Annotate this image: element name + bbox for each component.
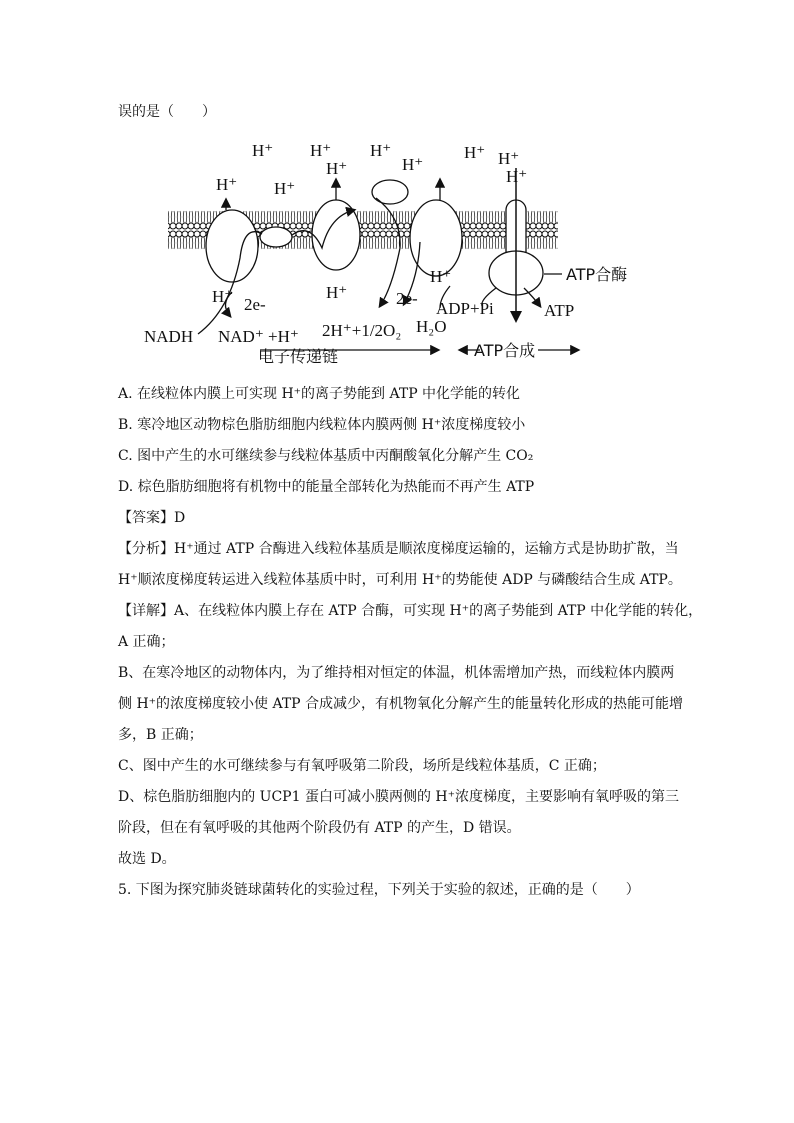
detail-line-5: 多，B 正确； [118, 727, 203, 743]
oxygen-reaction-label: 2H⁺+1/2O₂ [322, 321, 402, 340]
option-d: D. 棕色脂肪细胞将有机物中的能量全部转化为热能而不再产生 ATP [118, 479, 535, 495]
h-plus-10: H⁺ [274, 179, 296, 198]
h-plus-3: H⁺ [370, 141, 392, 160]
atp-synthesis-label: ATP合成 [474, 341, 536, 360]
atp-product-label: ATP [544, 301, 575, 320]
question-fragment: 误的是（ ） [118, 104, 216, 120]
two-e-1: 2e- [244, 295, 266, 314]
h-plus-8: H⁺ [506, 167, 528, 186]
detail-line-3: B、在寒冷地区的动物体内，为了维持相对恒定的体温，机体需增加产热，而线粒体内膜两 [118, 665, 675, 681]
option-c: C. 图中产生的水可继续参与线粒体基质中丙酮酸氧化分解产生 CO₂ [118, 448, 534, 464]
detail-line-8: 阶段，但在有氧呼吸的其他两个阶段仍有 ATP 的产生，D 错误。 [118, 820, 521, 836]
option-a: A. 在线粒体内膜上可实现 H⁺的离子势能到 ATP 中化学能的转化 [118, 386, 521, 402]
ubiquinone [260, 227, 292, 247]
two-e-2: 2e- [396, 289, 418, 308]
h-plus-12: H⁺ [326, 283, 348, 302]
h-plus-7: H⁺ [498, 149, 520, 168]
electron-chain-label: 电子传递链 [258, 347, 339, 366]
electron-transport-diagram [140, 138, 660, 368]
atp-synthase-label: ATP合酶 [566, 265, 628, 284]
h-plus-9: H⁺ [216, 175, 238, 194]
detail-line-6: C、图中产生的水可继续参与有氧呼吸第二阶段，场所是线粒体基质，C 正确； [118, 758, 606, 774]
h-plus-13: H⁺ [430, 267, 452, 286]
h-plus-4: H⁺ [464, 143, 486, 162]
h-plus-6: H⁺ [402, 155, 424, 174]
h-plus-1: H⁺ [252, 141, 274, 160]
analysis-line-1: 【分析】H⁺通过 ATP 合酶进入线粒体基质是顺浓度梯度运输的，运输方式是协助扩散，当 [118, 541, 679, 557]
h-plus-2: H⁺ [310, 141, 332, 160]
detail-line-4: 侧 H⁺的浓度梯度较小使 ATP 合成减少，有机物氧化分解产生的能量转化形成的热能可能增 [118, 696, 684, 712]
detail-line-2: A 正确； [118, 634, 175, 650]
detail-line-9: 故选 D。 [118, 851, 176, 867]
option-b: B. 寒冷地区动物棕色脂肪细胞内线粒体内膜两侧 H⁺浓度梯度较小 [118, 417, 526, 433]
analysis-line-2: H⁺顺浓度梯度转运进入线粒体基质中时，可利用 H⁺的势能使 ADP 与磷酸结合生成 ATP。 [118, 572, 682, 588]
cytochrome-c [372, 180, 408, 204]
nadh-label: NADH [144, 327, 194, 346]
detail-line-7: D、棕色脂肪细胞内的 UCP1 蛋白可减小膜两侧的 H⁺浓度梯度，主要影响有氧呼吸的第三 [118, 789, 680, 805]
water-label: H₂O [416, 317, 447, 336]
adp-pi-label: ADP+Pi [436, 299, 494, 318]
h-plus-5: H⁺ [326, 159, 348, 178]
nad-h-label: NAD⁺ +H⁺ [218, 327, 299, 346]
next-question: 5. 下图为探究肺炎链球菌转化的实验过程，下列关于实验的叙述，正确的是（ ） [118, 882, 640, 898]
complex-i [206, 210, 258, 282]
answer: 【答案】D [118, 510, 186, 526]
detail-line-1: 【详解】A、在线粒体内膜上存在 ATP 合酶，可实现 H⁺的离子势能到 ATP 中化学能的转化， [118, 603, 703, 619]
h-plus-11: H⁺ [212, 287, 234, 306]
